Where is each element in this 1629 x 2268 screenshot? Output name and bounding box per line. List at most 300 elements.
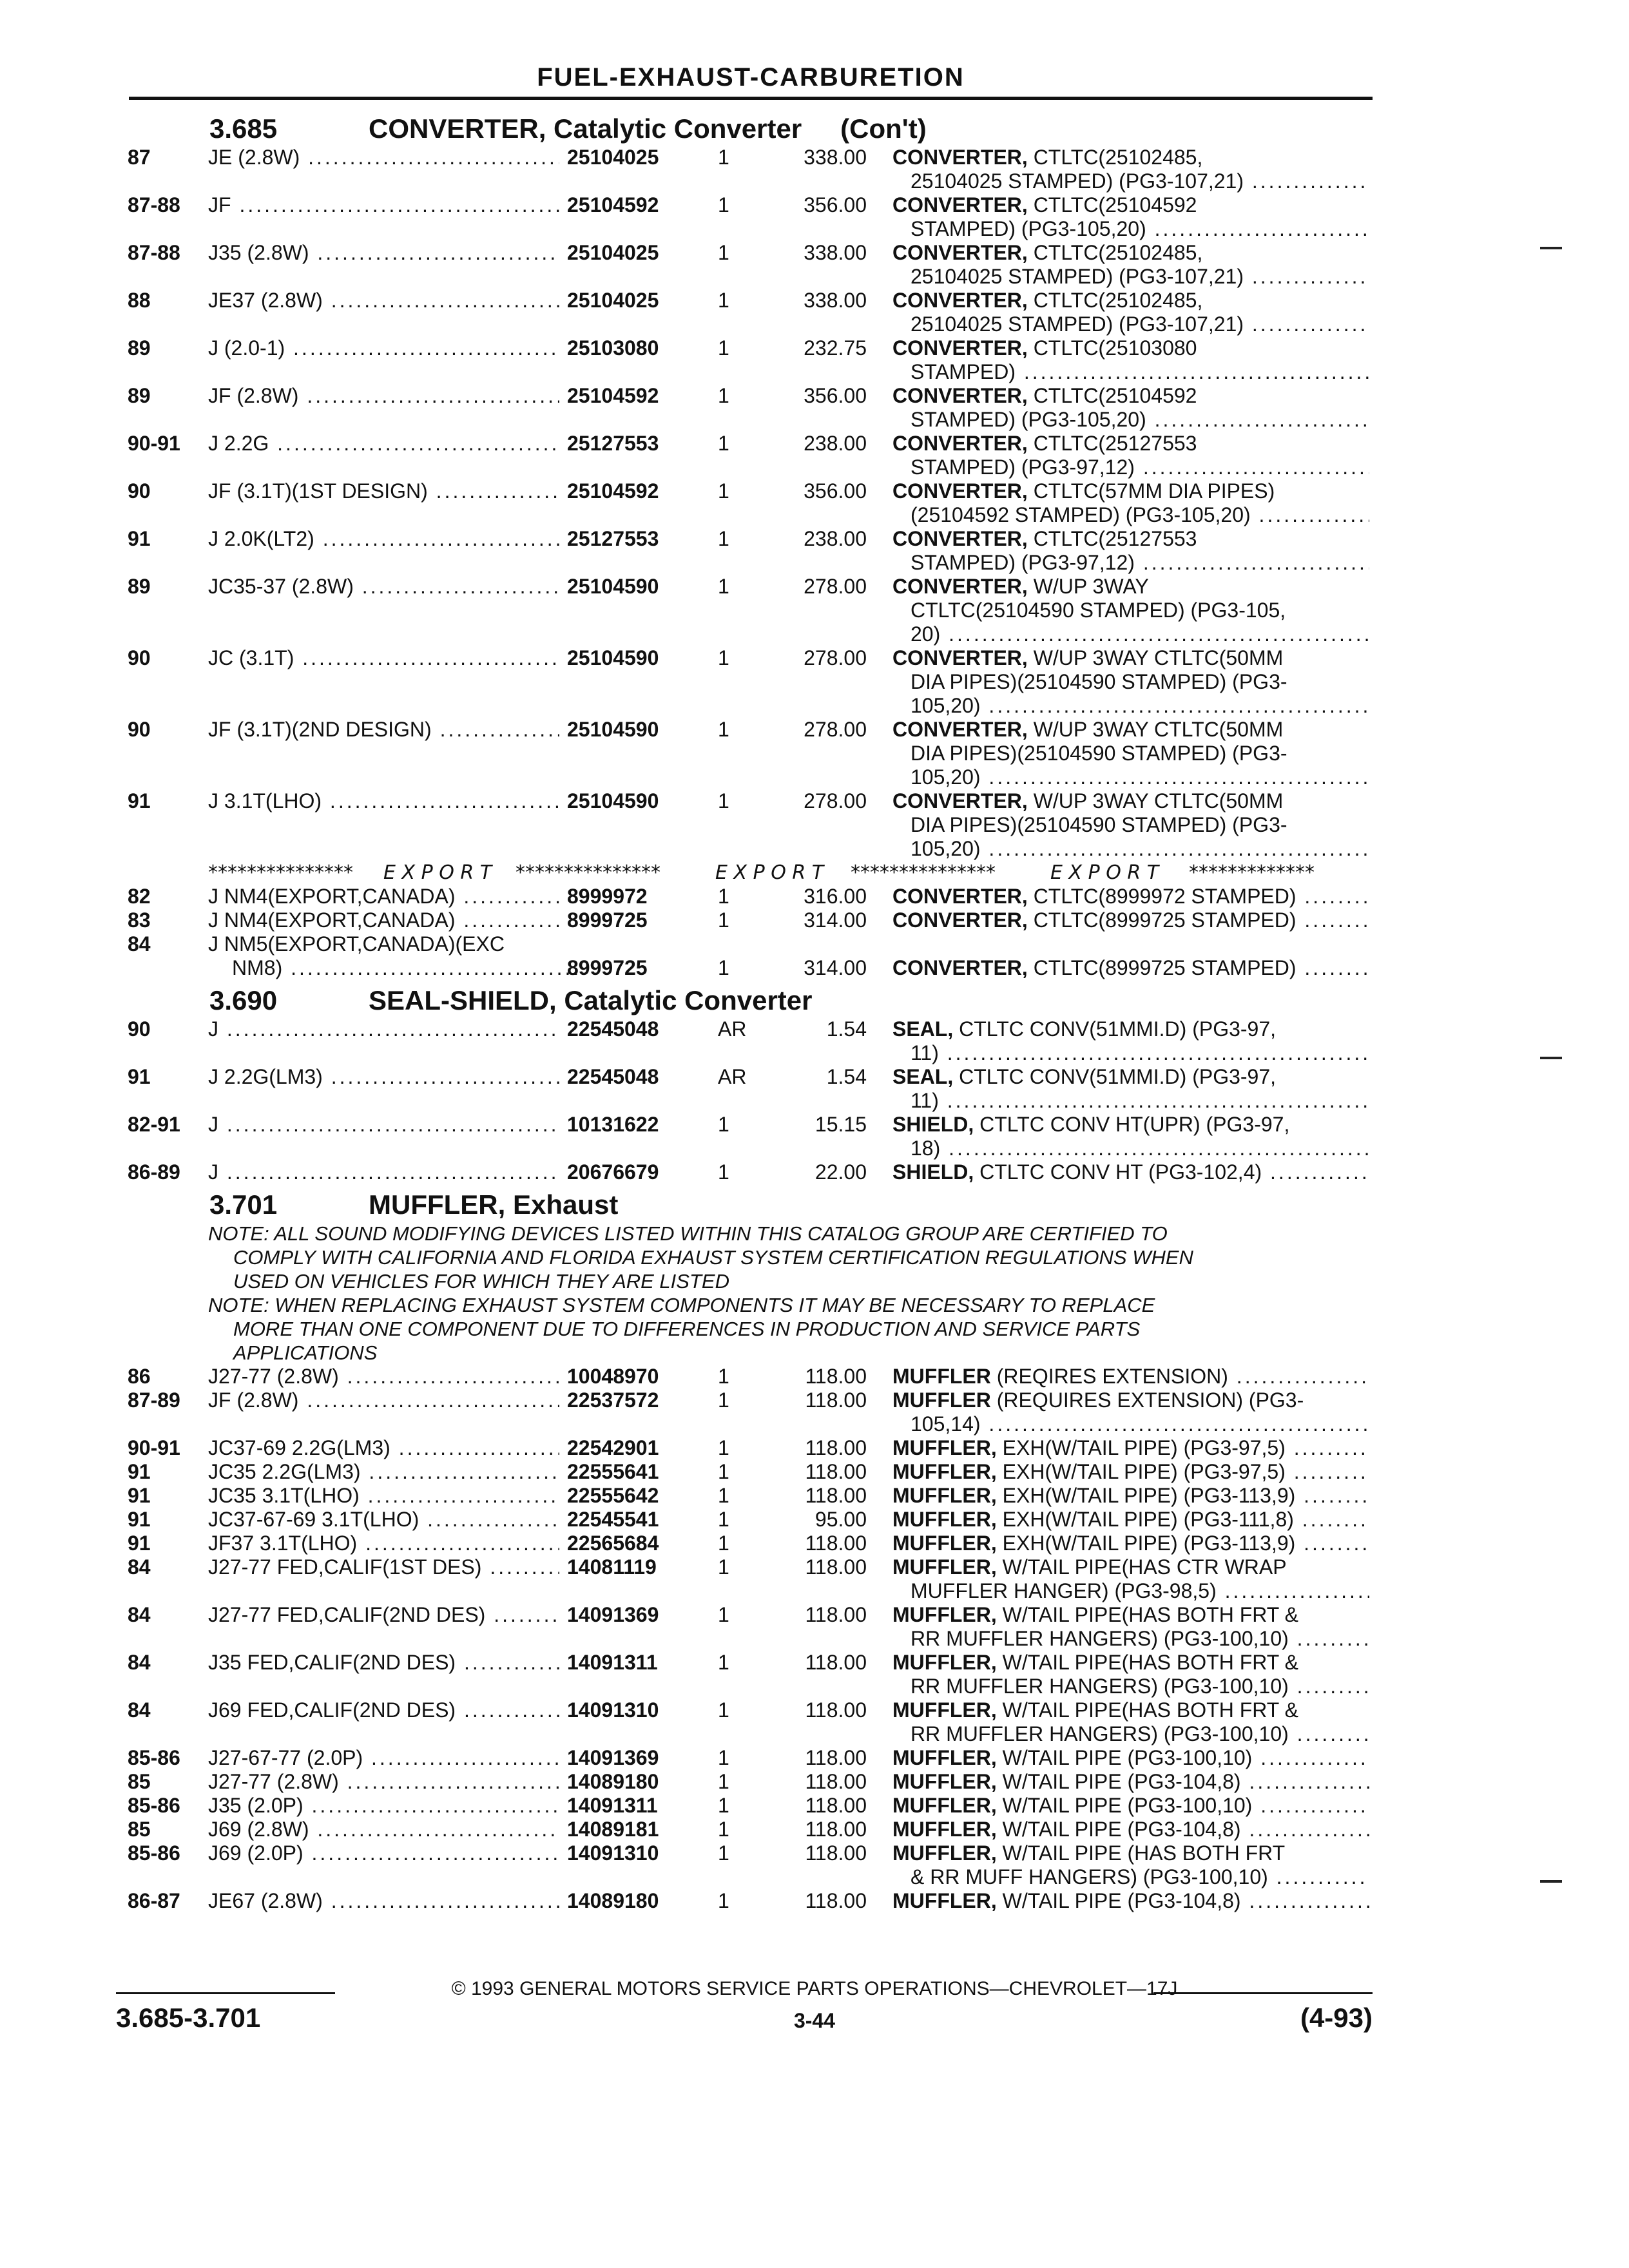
note-text: MORE THAN ONE COMPONENT DUE TO DIFFERENCES IN PRODUCTION AND SERVICE PARTS bbox=[233, 1318, 1141, 1340]
row-description-continued: 25104025 STAMPED) (PG3-107,21) ..... bbox=[911, 169, 1369, 193]
table-row-continued bbox=[0, 670, 1629, 694]
row-year: 88 bbox=[128, 289, 151, 312]
row-part-number: 22537572 bbox=[567, 1389, 659, 1412]
row-year: 84 bbox=[128, 1603, 151, 1626]
row-quantity: 1 bbox=[718, 1794, 729, 1817]
table-row bbox=[0, 908, 1629, 932]
table-row-continued bbox=[0, 1412, 1629, 1436]
row-description: MUFFLER, W/TAIL PIPE (HAS BOTH FRT bbox=[892, 1841, 1286, 1865]
row-year: 90 bbox=[128, 479, 151, 503]
table-row-continued bbox=[0, 956, 1629, 980]
row-description-continued: 11) ..... bbox=[911, 1041, 1369, 1065]
row-quantity: AR bbox=[718, 1065, 747, 1088]
row-quantity: 1 bbox=[718, 1532, 729, 1555]
parts-listing bbox=[0, 108, 1629, 1913]
row-quantity: 1 bbox=[718, 241, 729, 264]
table-row-continued bbox=[0, 408, 1629, 432]
row-quantity: 1 bbox=[718, 336, 729, 360]
row-description: CONVERTER, CTLTC(25102485, bbox=[892, 289, 1203, 312]
row-description: MUFFLER, EXH(W/TAIL PIPE) (PG3-113,9) ..... bbox=[892, 1532, 1369, 1555]
row-year: 87-88 bbox=[128, 241, 180, 264]
table-row bbox=[0, 1603, 1629, 1627]
row-part-number: 14089181 bbox=[567, 1818, 659, 1841]
row-price: 118.00 bbox=[805, 1818, 867, 1841]
row-application: J NM4(EXPORT,CANADA) ..... bbox=[208, 908, 559, 932]
row-price: 314.00 bbox=[804, 956, 867, 979]
row-application: JE67 (2.8W) ..... bbox=[208, 1889, 559, 1913]
row-price: 278.00 bbox=[804, 575, 867, 598]
row-description: SHIELD, CTLTC CONV HT (PG3-102,4) ..... bbox=[892, 1160, 1369, 1184]
row-part-number: 22555641 bbox=[567, 1460, 659, 1483]
table-row bbox=[0, 336, 1629, 360]
section-heading bbox=[0, 980, 1629, 1017]
row-price: 118.00 bbox=[805, 1603, 867, 1626]
table-row-continued bbox=[0, 265, 1629, 289]
row-description: SHIELD, CTLTC CONV HT(UPR) (PG3-97, bbox=[892, 1113, 1290, 1136]
section-title: CONVERTER, Catalytic Converter bbox=[369, 113, 802, 144]
row-quantity: 1 bbox=[718, 908, 729, 932]
table-row bbox=[0, 1113, 1629, 1137]
row-price: 316.00 bbox=[804, 885, 867, 908]
row-application: J27-77 FED,CALIF(1ST DES) ..... bbox=[208, 1555, 559, 1579]
row-description: CONVERTER, W/UP 3WAY CTLTC(50MM bbox=[892, 789, 1284, 812]
row-price: 1.54 bbox=[826, 1065, 867, 1088]
row-application: J 3.1T(LHO) ..... bbox=[208, 789, 559, 813]
row-description: CONVERTER, W/UP 3WAY CTLTC(50MM bbox=[892, 646, 1284, 669]
table-row bbox=[0, 1065, 1629, 1089]
row-price: 118.00 bbox=[805, 1746, 867, 1769]
row-year: 84 bbox=[128, 1698, 151, 1722]
table-row bbox=[0, 1436, 1629, 1460]
row-description: CONVERTER, CTLTC(8999725 STAMPED) ..... bbox=[892, 956, 1369, 980]
row-year: 85 bbox=[128, 1818, 151, 1841]
row-application: J35 FED,CALIF(2ND DES) ..... bbox=[208, 1651, 559, 1675]
row-price: 15.15 bbox=[815, 1113, 867, 1136]
row-quantity: 1 bbox=[718, 1698, 729, 1722]
note-line bbox=[0, 1222, 1629, 1245]
row-application-continued: NM8) ..... bbox=[232, 956, 583, 980]
header-rule bbox=[129, 97, 1373, 100]
table-row-continued bbox=[0, 765, 1629, 789]
row-application: JC (3.1T) ..... bbox=[208, 646, 559, 670]
note-line bbox=[0, 1293, 1629, 1317]
row-year: 84 bbox=[128, 1555, 151, 1579]
row-year: 91 bbox=[128, 1532, 151, 1555]
row-application: J27-77 (2.8W) ..... bbox=[208, 1770, 559, 1794]
row-price: 118.00 bbox=[805, 1365, 867, 1388]
row-price: 238.00 bbox=[804, 527, 867, 550]
row-description: CONVERTER, W/UP 3WAY bbox=[892, 575, 1149, 598]
table-row bbox=[0, 289, 1629, 312]
table-row-continued bbox=[0, 1041, 1629, 1065]
row-quantity: 1 bbox=[718, 1508, 729, 1531]
row-year: 90 bbox=[128, 1017, 151, 1041]
row-description: MUFFLER, W/TAIL PIPE (PG3-104,8) ..... bbox=[892, 1818, 1369, 1841]
row-part-number: 25104592 bbox=[567, 479, 659, 503]
table-row-continued bbox=[0, 1137, 1629, 1160]
export-stars: ************* bbox=[1189, 861, 1315, 884]
row-description: CONVERTER, CTLTC(25104592 bbox=[892, 193, 1197, 216]
row-part-number: 25104592 bbox=[567, 384, 659, 407]
row-application: JF (3.1T)(2ND DESIGN) ..... bbox=[208, 718, 559, 742]
section-title: MUFFLER, Exhaust bbox=[369, 1189, 619, 1220]
note-text: APPLICATIONS bbox=[233, 1341, 378, 1364]
row-quantity: 1 bbox=[718, 1160, 729, 1184]
row-application: JC35-37 (2.8W) ..... bbox=[208, 575, 559, 599]
row-year: 86-89 bbox=[128, 1160, 180, 1184]
table-row-continued bbox=[0, 1627, 1629, 1651]
row-application: JF (3.1T)(1ST DESIGN) ..... bbox=[208, 479, 559, 503]
row-quantity: 1 bbox=[718, 1365, 729, 1388]
table-row-continued bbox=[0, 694, 1629, 718]
row-year: 87-89 bbox=[128, 1389, 180, 1412]
export-stars: *************** bbox=[851, 861, 996, 884]
note-text: USED ON VEHICLES FOR WHICH THEY ARE LISTED bbox=[233, 1270, 729, 1293]
table-row bbox=[0, 718, 1629, 742]
table-row bbox=[0, 1818, 1629, 1841]
row-price: 356.00 bbox=[804, 479, 867, 503]
row-price: 356.00 bbox=[804, 193, 867, 216]
row-quantity: 1 bbox=[718, 575, 729, 598]
row-price: 356.00 bbox=[804, 384, 867, 407]
row-year: 90-91 bbox=[128, 1436, 180, 1459]
row-description-continued: 20) ..... bbox=[911, 622, 1369, 646]
row-part-number: 14091311 bbox=[567, 1651, 658, 1674]
row-application: J69 (2.0P) ..... bbox=[208, 1841, 559, 1865]
row-price: 22.00 bbox=[815, 1160, 867, 1184]
row-part-number: 14089180 bbox=[567, 1770, 659, 1793]
export-label: E X P O R T bbox=[1050, 861, 1159, 884]
row-year: 91 bbox=[128, 789, 151, 812]
footer-copyright: © 1993 GENERAL MOTORS SERVICE PARTS OPERATIONS—CHEVROLET—17J bbox=[451, 1978, 1178, 1999]
row-application: J27-77 FED,CALIF(2ND DES) ..... bbox=[208, 1603, 559, 1627]
row-description-continued: 25104025 STAMPED) (PG3-107,21) ..... bbox=[911, 265, 1369, 289]
row-price: 338.00 bbox=[804, 241, 867, 264]
row-description: MUFFLER, W/TAIL PIPE (PG3-100,10) ..... bbox=[892, 1746, 1369, 1770]
row-description-continued: 105,20) ..... bbox=[911, 694, 1369, 718]
row-application: JC35 2.2G(LM3) ..... bbox=[208, 1460, 559, 1484]
row-description: MUFFLER, EXH(W/TAIL PIPE) (PG3-113,9) ..... bbox=[892, 1484, 1369, 1508]
row-part-number: 25104025 bbox=[567, 289, 659, 312]
row-description-continued: STAMPED) (PG3-105,20) ..... bbox=[911, 217, 1369, 241]
row-description-continued: DIA PIPES)(25104590 STAMPED) (PG3- bbox=[911, 813, 1287, 836]
row-description-continued: RR MUFFLER HANGERS) (PG3-100,10) ..... bbox=[911, 1675, 1369, 1698]
table-row-continued bbox=[0, 1579, 1629, 1603]
row-part-number: 25104590 bbox=[567, 646, 659, 669]
row-year: 86-87 bbox=[128, 1889, 180, 1912]
row-price: 118.00 bbox=[805, 1794, 867, 1817]
note-text: COMPLY WITH CALIFORNIA AND FLORIDA EXHAUST SYSTEM CERTIFICATION REGULATIONS WHEN bbox=[233, 1246, 1193, 1269]
row-year: 91 bbox=[128, 1065, 151, 1088]
table-row bbox=[0, 932, 1629, 956]
row-quantity: 1 bbox=[718, 956, 729, 979]
row-description-continued: STAMPED) (PG3-97,12) ..... bbox=[911, 456, 1369, 479]
row-quantity: AR bbox=[718, 1017, 747, 1041]
row-year: 83 bbox=[128, 908, 151, 932]
row-quantity: 1 bbox=[718, 193, 729, 216]
table-row bbox=[0, 384, 1629, 408]
table-row-continued bbox=[0, 742, 1629, 765]
row-description: CONVERTER, W/UP 3WAY CTLTC(50MM bbox=[892, 718, 1284, 741]
row-part-number: 25104590 bbox=[567, 789, 659, 812]
row-part-number: 14081119 bbox=[567, 1555, 657, 1579]
row-part-number: 14089180 bbox=[567, 1889, 659, 1912]
table-row-continued bbox=[0, 503, 1629, 527]
row-application: JC37-69 2.2G(LM3) ..... bbox=[208, 1436, 559, 1460]
row-quantity: 1 bbox=[718, 789, 729, 812]
row-part-number: 22545048 bbox=[567, 1065, 659, 1088]
table-row bbox=[0, 789, 1629, 813]
row-description: MUFFLER, EXH(W/TAIL PIPE) (PG3-97,5) ..... bbox=[892, 1460, 1369, 1484]
row-application: JF (2.8W) ..... bbox=[208, 384, 559, 408]
row-year: 90-91 bbox=[128, 432, 180, 455]
row-application: JC37-67-69 3.1T(LHO) ..... bbox=[208, 1508, 559, 1532]
row-price: 118.00 bbox=[805, 1460, 867, 1483]
table-row bbox=[0, 146, 1629, 169]
row-year: 85-86 bbox=[128, 1746, 180, 1769]
row-part-number: 14091369 bbox=[567, 1746, 659, 1769]
row-year: 87 bbox=[128, 146, 151, 169]
row-quantity: 1 bbox=[718, 1818, 729, 1841]
table-row bbox=[0, 527, 1629, 551]
row-year: 90 bbox=[128, 718, 151, 741]
row-price: 278.00 bbox=[804, 789, 867, 812]
row-application: J NM5(EXPORT,CANADA)(EXC bbox=[208, 932, 505, 956]
table-row bbox=[0, 646, 1629, 670]
table-row bbox=[0, 1160, 1629, 1184]
table-row bbox=[0, 1841, 1629, 1865]
row-price: 118.00 bbox=[805, 1389, 867, 1412]
footer-page-number: 3-44 bbox=[793, 2009, 836, 2032]
row-description: CONVERTER, CTLTC(8999725 STAMPED) ..... bbox=[892, 908, 1369, 932]
row-quantity: 1 bbox=[718, 718, 729, 741]
table-row-continued bbox=[0, 360, 1629, 384]
row-part-number: 8999972 bbox=[567, 885, 648, 908]
row-quantity: 1 bbox=[718, 1113, 729, 1136]
row-quantity: 1 bbox=[718, 1460, 729, 1483]
export-divider bbox=[0, 861, 1629, 885]
row-description: CONVERTER, CTLTC(57MM DIA PIPES) bbox=[892, 479, 1275, 503]
page-title: FUEL-EXHAUST-CARBURETION bbox=[537, 63, 965, 91]
table-row bbox=[0, 1460, 1629, 1484]
row-application: JF ..... bbox=[208, 193, 559, 217]
row-description: MUFFLER, W/TAIL PIPE (PG3-104,8) ..... bbox=[892, 1770, 1369, 1794]
table-row bbox=[0, 479, 1629, 503]
row-quantity: 1 bbox=[718, 1651, 729, 1674]
row-price: 118.00 bbox=[805, 1436, 867, 1459]
row-description: SEAL, CTLTC CONV(51MMI.D) (PG3-97, bbox=[892, 1017, 1277, 1041]
row-description: MUFFLER, W/TAIL PIPE (PG3-104,8) ..... bbox=[892, 1889, 1369, 1913]
export-stars: *************** bbox=[516, 861, 660, 884]
row-description: MUFFLER (REQUIRES EXTENSION) (PG3- bbox=[892, 1389, 1304, 1412]
row-description-continued: CTLTC(25104590 STAMPED) (PG3-105, bbox=[911, 599, 1286, 622]
margin-mark bbox=[1540, 247, 1562, 249]
table-row-continued bbox=[0, 1722, 1629, 1746]
table-row bbox=[0, 1484, 1629, 1508]
row-year: 91 bbox=[128, 1508, 151, 1531]
export-stars: *************** bbox=[208, 861, 353, 884]
row-quantity: 1 bbox=[718, 384, 729, 407]
row-price: 118.00 bbox=[805, 1889, 867, 1912]
row-price: 238.00 bbox=[804, 432, 867, 455]
row-part-number: 20676679 bbox=[567, 1160, 659, 1184]
row-application: J69 (2.8W) ..... bbox=[208, 1818, 559, 1841]
row-description: CONVERTER, CTLTC(25127553 bbox=[892, 527, 1197, 550]
row-quantity: 1 bbox=[718, 646, 729, 669]
row-price: 1.54 bbox=[826, 1017, 867, 1041]
row-description-continued: 105,14) ..... bbox=[911, 1412, 1369, 1436]
row-description-continued: 105,20) ..... bbox=[911, 837, 1369, 861]
row-application: J ..... bbox=[208, 1017, 559, 1041]
row-year: 90 bbox=[128, 646, 151, 669]
row-part-number: 8999725 bbox=[567, 908, 648, 932]
table-row bbox=[0, 1794, 1629, 1818]
row-year: 91 bbox=[128, 1484, 151, 1507]
table-row-continued bbox=[0, 456, 1629, 479]
row-description: MUFFLER, EXH(W/TAIL PIPE) (PG3-111,8) ..... bbox=[892, 1508, 1369, 1532]
row-quantity: 1 bbox=[718, 1484, 729, 1507]
row-description-continued: DIA PIPES)(25104590 STAMPED) (PG3- bbox=[911, 670, 1287, 693]
row-application: JE37 (2.8W) ..... bbox=[208, 289, 559, 312]
section-title: SEAL-SHIELD, Catalytic Converter bbox=[369, 985, 813, 1015]
row-description-continued: 11) ..... bbox=[911, 1089, 1369, 1113]
row-quantity: 1 bbox=[718, 146, 729, 169]
row-price: 278.00 bbox=[804, 718, 867, 741]
row-price: 118.00 bbox=[805, 1555, 867, 1579]
row-part-number: 14091369 bbox=[567, 1603, 659, 1626]
row-quantity: 1 bbox=[718, 432, 729, 455]
note-text: NOTE: WHEN REPLACING EXHAUST SYSTEM COMPONENTS IT MAY BE NECESSARY TO REPLACE bbox=[208, 1294, 1155, 1316]
row-part-number: 22555642 bbox=[567, 1484, 659, 1507]
row-description: CONVERTER, CTLTC(25103080 bbox=[892, 336, 1197, 360]
row-description: MUFFLER, W/TAIL PIPE(HAS BOTH FRT & bbox=[892, 1651, 1298, 1674]
row-quantity: 1 bbox=[718, 1770, 729, 1793]
row-description: MUFFLER, W/TAIL PIPE (PG3-100,10) ..... bbox=[892, 1794, 1369, 1818]
table-row bbox=[0, 1889, 1629, 1913]
note-line bbox=[0, 1245, 1629, 1269]
row-application: J ..... bbox=[208, 1160, 559, 1184]
row-application: J 2.2G ..... bbox=[208, 432, 559, 456]
row-description: CONVERTER, CTLTC(25102485, bbox=[892, 146, 1203, 169]
row-year: 82-91 bbox=[128, 1113, 180, 1136]
table-row-continued bbox=[0, 837, 1629, 861]
section-number: 3.690 bbox=[209, 985, 278, 1015]
row-year: 84 bbox=[128, 932, 151, 956]
row-part-number: 14091311 bbox=[567, 1794, 658, 1817]
row-part-number: 14091310 bbox=[567, 1841, 659, 1865]
row-description-continued: & RR MUFF HANGERS) (PG3-100,10) ..... bbox=[911, 1865, 1369, 1889]
row-part-number: 25103080 bbox=[567, 336, 659, 360]
row-application: JF (2.8W) ..... bbox=[208, 1389, 559, 1412]
table-row bbox=[0, 1017, 1629, 1041]
row-price: 338.00 bbox=[804, 146, 867, 169]
row-quantity: 1 bbox=[718, 1603, 729, 1626]
table-row bbox=[0, 1698, 1629, 1722]
row-application: J (2.0-1) ..... bbox=[208, 336, 559, 360]
row-price: 338.00 bbox=[804, 289, 867, 312]
row-price: 118.00 bbox=[805, 1532, 867, 1555]
row-quantity: 1 bbox=[718, 479, 729, 503]
row-description: MUFFLER, W/TAIL PIPE(HAS BOTH FRT & bbox=[892, 1603, 1298, 1626]
section-continued: (Con't) bbox=[840, 113, 927, 144]
row-price: 118.00 bbox=[805, 1841, 867, 1865]
row-description: MUFFLER, W/TAIL PIPE(HAS BOTH FRT & bbox=[892, 1698, 1298, 1722]
table-row-continued bbox=[0, 813, 1629, 837]
margin-mark bbox=[1540, 1057, 1562, 1059]
table-row-continued bbox=[0, 551, 1629, 575]
row-application: J35 (2.0P) ..... bbox=[208, 1794, 559, 1818]
row-application: JF37 3.1T(LHO) ..... bbox=[208, 1532, 559, 1555]
section-name bbox=[369, 113, 927, 144]
row-description-continued: 105,20) ..... bbox=[911, 765, 1369, 789]
row-description-continued: 25104025 STAMPED) (PG3-107,21) ..... bbox=[911, 312, 1369, 336]
section-name bbox=[369, 1189, 618, 1220]
row-description: MUFFLER, W/TAIL PIPE(HAS CTR WRAP bbox=[892, 1555, 1287, 1579]
row-description: CONVERTER, CTLTC(25102485, bbox=[892, 241, 1203, 264]
row-description: CONVERTER, CTLTC(25127553 bbox=[892, 432, 1197, 455]
export-label: E X P O R T bbox=[383, 861, 492, 884]
row-price: 118.00 bbox=[805, 1770, 867, 1793]
row-quantity: 1 bbox=[718, 885, 729, 908]
row-description: CONVERTER, CTLTC(8999972 STAMPED) ..... bbox=[892, 885, 1369, 908]
row-price: 278.00 bbox=[804, 646, 867, 669]
row-application: J NM4(EXPORT,CANADA) ..... bbox=[208, 885, 559, 908]
row-application: JE (2.8W) ..... bbox=[208, 146, 559, 169]
table-row bbox=[0, 193, 1629, 217]
table-row bbox=[0, 575, 1629, 599]
row-year: 89 bbox=[128, 336, 151, 360]
section-number: 3.685 bbox=[209, 113, 278, 144]
table-row bbox=[0, 241, 1629, 265]
table-row-continued bbox=[0, 312, 1629, 336]
row-year: 86 bbox=[128, 1365, 151, 1388]
row-application: J27-77 (2.8W) ..... bbox=[208, 1365, 559, 1389]
row-part-number: 8999725 bbox=[567, 956, 648, 979]
row-description-continued: 18) ..... bbox=[911, 1137, 1369, 1160]
row-price: 118.00 bbox=[805, 1698, 867, 1722]
row-description-continued: DIA PIPES)(25104590 STAMPED) (PG3- bbox=[911, 742, 1287, 765]
export-label: E X P O R T bbox=[715, 861, 824, 884]
note-line bbox=[0, 1341, 1629, 1365]
table-row bbox=[0, 1532, 1629, 1555]
row-year: 89 bbox=[128, 384, 151, 407]
table-row-continued bbox=[0, 1089, 1629, 1113]
row-quantity: 1 bbox=[718, 1746, 729, 1769]
row-description-continued: RR MUFFLER HANGERS) (PG3-100,10) ..... bbox=[911, 1722, 1369, 1746]
row-part-number: 22545048 bbox=[567, 1017, 659, 1041]
row-quantity: 1 bbox=[718, 1555, 729, 1579]
row-part-number: 14091310 bbox=[567, 1698, 659, 1722]
table-row bbox=[0, 1508, 1629, 1532]
margin-mark bbox=[1540, 1880, 1562, 1883]
section-name bbox=[369, 985, 813, 1016]
row-year: 85-86 bbox=[128, 1794, 180, 1817]
section-heading bbox=[0, 108, 1629, 146]
table-row-continued bbox=[0, 169, 1629, 193]
row-quantity: 1 bbox=[718, 1889, 729, 1912]
row-part-number: 25104590 bbox=[567, 718, 659, 741]
row-description-continued: STAMPED) (PG3-97,12) ..... bbox=[911, 551, 1369, 575]
row-year: 85-86 bbox=[128, 1841, 180, 1865]
row-description-continued: STAMPED) (PG3-105,20) ..... bbox=[911, 408, 1369, 432]
row-price: 95.00 bbox=[815, 1508, 867, 1531]
row-application: J35 (2.8W) ..... bbox=[208, 241, 559, 265]
row-application: J ..... bbox=[208, 1113, 559, 1137]
row-year: 89 bbox=[128, 575, 151, 598]
row-part-number: 10048970 bbox=[567, 1365, 659, 1388]
row-year: 85 bbox=[128, 1770, 151, 1793]
row-description-continued: RR MUFFLER HANGERS) (PG3-100,10) ..... bbox=[911, 1627, 1369, 1651]
